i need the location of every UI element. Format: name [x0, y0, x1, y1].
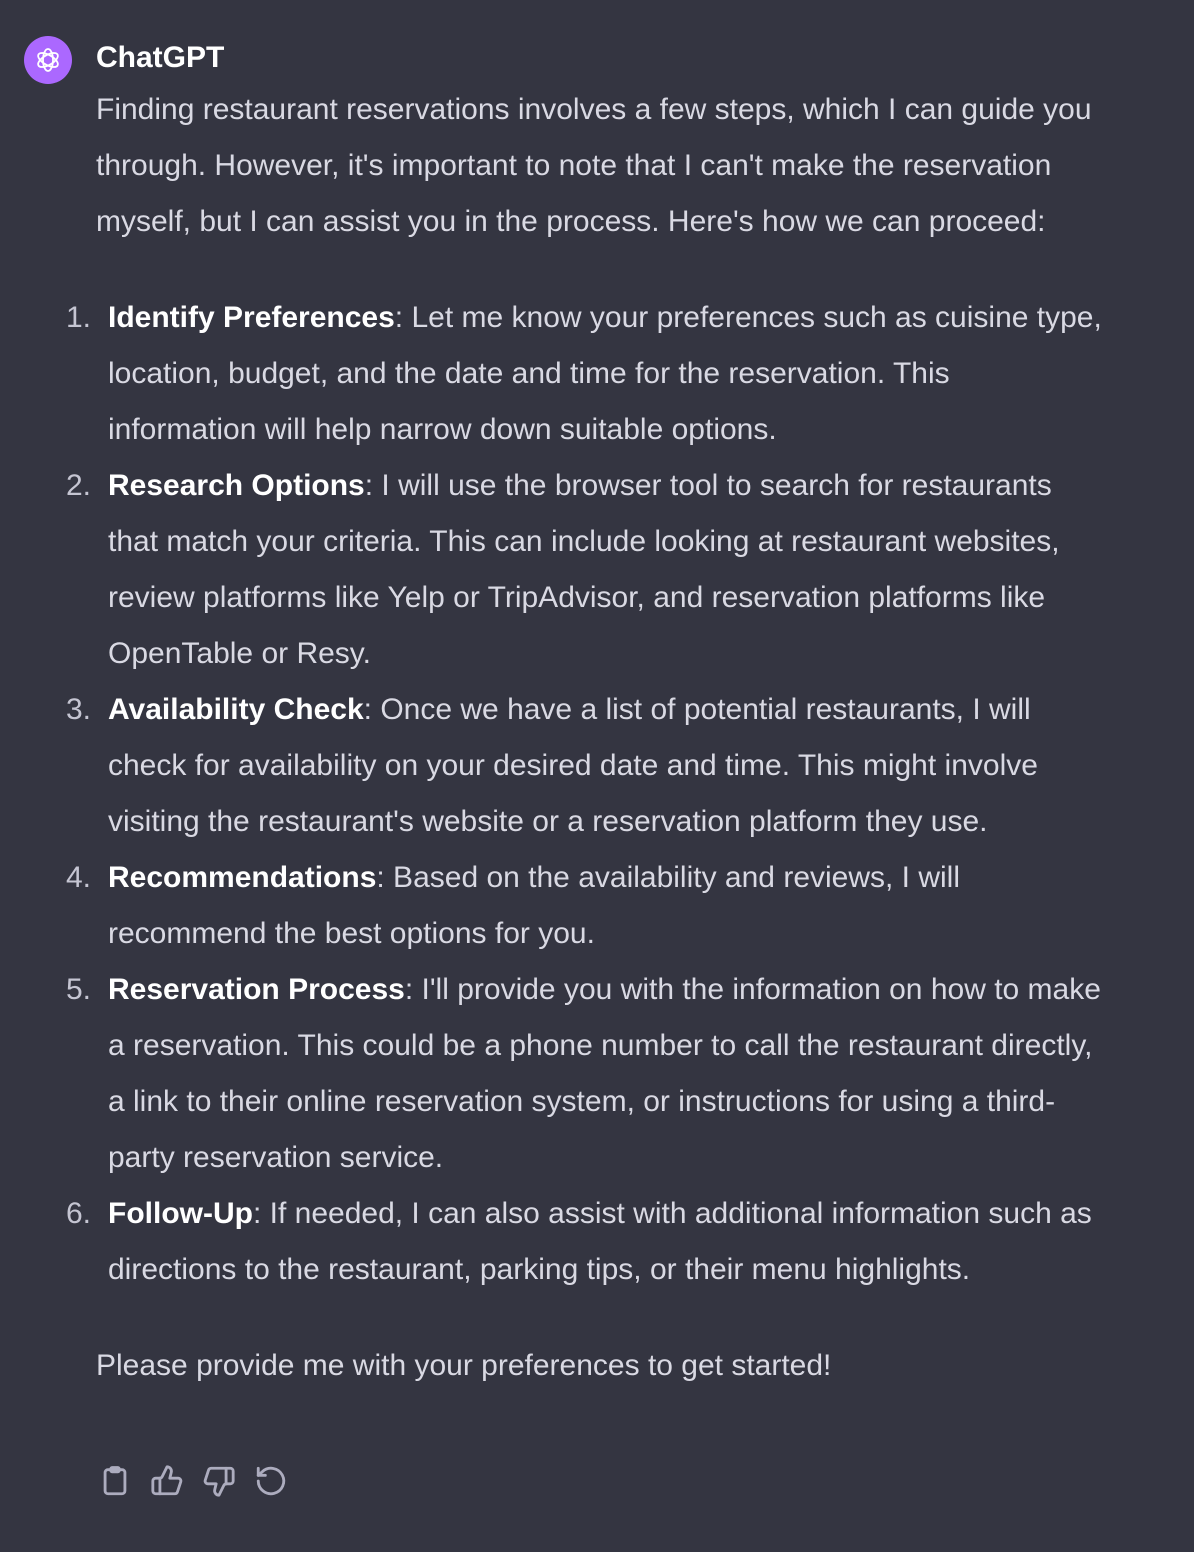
steps-list — [66, 290, 1106, 1298]
openai-logo-icon — [32, 44, 64, 76]
step-title: Recommendations — [108, 861, 377, 894]
message-actions — [96, 1462, 290, 1500]
closing-paragraph: Please provide me with your preferences to get started! — [96, 1349, 832, 1382]
thumbs-down-icon — [202, 1464, 236, 1498]
author-name: ChatGPT — [96, 41, 225, 74]
list-number: 5. — [66, 973, 92, 1006]
step-title: Reservation Process — [108, 973, 405, 1006]
thumbs-up-button[interactable] — [148, 1462, 186, 1500]
regenerate-button[interactable] — [252, 1462, 290, 1500]
thumbs-down-button[interactable] — [200, 1462, 238, 1500]
step-title: Identify Preferences — [108, 301, 395, 334]
list-number: 3. — [66, 693, 92, 726]
step-text: : Based on the availability and reviews, I will recommend the best options for you. — [108, 861, 961, 950]
list-item — [66, 458, 1106, 682]
step-title: Follow-Up — [108, 1197, 253, 1230]
list-item — [66, 850, 1106, 962]
step-title: Availability Check — [108, 693, 364, 726]
list-number: 4. — [66, 861, 92, 894]
avatar — [24, 36, 72, 84]
list-number: 2. — [66, 469, 92, 502]
regenerate-icon — [254, 1464, 288, 1498]
copy-button[interactable] — [96, 1462, 134, 1500]
step-text: : I'll provide you with the information on how to make a reservation. This could be a phone number to call the restaurant directly, a link to their online reservation system, or instructions for using a third-party reservation service. — [108, 973, 1101, 1174]
step-text: : If needed, I can also assist with additional information such as directions to the restaurant, parking tips, or their menu highlights. — [108, 1197, 1092, 1286]
list-number: 6. — [66, 1197, 92, 1230]
step-title: Research Options — [108, 469, 365, 502]
list-item — [66, 290, 1106, 458]
list-item — [66, 962, 1106, 1186]
intro-paragraph: Finding restaurant reservations involves a few steps, which I can guide you through. However, it's important to note that I can't make the reservation myself, but I can assist you in the process. Here's how we can proceed: — [96, 93, 1092, 238]
message-content — [66, 82, 1136, 1394]
step-text: : Once we have a list of potential restaurants, I will check for availability on your desired date and time. This might involve visiting the restaurant's website or a reservation platform they use. — [108, 693, 1038, 838]
thumbs-up-icon — [150, 1464, 184, 1498]
list-item — [66, 1186, 1106, 1298]
list-number: 1. — [66, 301, 92, 334]
list-item — [66, 682, 1106, 850]
clipboard-icon — [98, 1464, 132, 1498]
step-text: : Let me know your preferences such as cuisine type, location, budget, and the date and time for the reservation. This information will help narrow down suitable options. — [108, 301, 1102, 446]
step-text: : I will use the browser tool to search for restaurants that match your criteria. This can include looking at restaurant websites, review platforms like Yelp or TripAdvisor, and reservation platforms like OpenTable or Resy. — [108, 469, 1060, 670]
